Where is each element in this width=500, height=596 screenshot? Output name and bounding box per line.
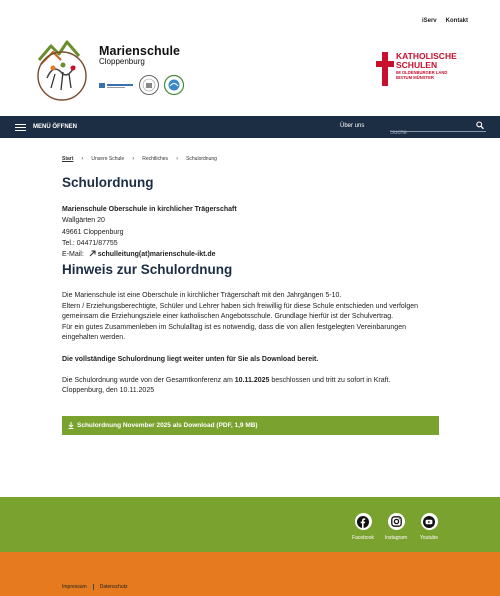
intro-line: Eltern / Erziehungsberechtigte, Schüler und Lehrer haben sich freiwillig für diese Schule entschieden und verfolgen [62,302,419,310]
kath-line-3: IM OLDENBURGER LAND [396,70,448,75]
cross-icon [376,52,394,88]
menu-open-button[interactable] [15,116,77,138]
social-footer [0,497,500,552]
page-title: Schulordnung [62,175,154,190]
school-full-name: Marienschule Oberschule in kirchlicher Trägerschaft [62,206,237,213]
social-label: Instagram [384,535,408,541]
kontakt-link[interactable]: Kontakt [445,18,468,24]
chevron-right-icon: › [132,156,135,162]
social-label: Facebook [352,535,374,541]
school-emblem-icon [31,38,93,104]
download-notice: Die vollständige Schulordnung liegt weiter unten für Sie als Download bereit. [62,355,319,363]
youtube-icon [423,516,435,528]
breadcrumb-item-rechtliches[interactable]: Rechtliches [142,156,169,162]
facebook-icon [357,516,369,528]
seal-logo-icon [138,74,160,96]
download-icon [68,422,74,429]
adoption-date: 10.11.2025 [234,376,270,384]
school-name: Marienschule [99,44,181,58]
search-input[interactable] [390,128,470,138]
chevron-right-icon: › [176,156,179,162]
partner-logos [99,74,185,96]
kath-line-2: SCHULEN [396,60,438,70]
adoption-paragraph [62,376,442,397]
address-street: Wallgärten 20 [62,217,105,225]
email-label: E-Mail: [62,251,84,259]
social-label: Youtube [419,535,439,541]
intro-line: eingehalten werden. [62,334,126,342]
kath-schulen-logo[interactable] [376,52,466,92]
address-block [62,204,442,260]
partner-logo-icon [99,80,135,90]
kath-title [396,52,457,70]
school-city: Cloppenburg [99,57,145,66]
intro-line: gemeinsam die Erziehungsziele einer katholischen Angebotsschule. Grundlage hierfür ist der Schulvertrag. [62,313,394,321]
search-box [390,121,486,132]
breadcrumb-item-unsere-schule[interactable]: Unsere Schule [91,156,125,162]
main-navbar [0,116,500,138]
kath-line-1: KATHOLISCHE [396,51,457,61]
intro-line: Für ein gutes Zusammenleben im Schulalltag ist es notwendig, dass die von allen festgelegten Vereinbarungen [62,323,406,331]
datenschutz-link[interactable]: Datenschutz [99,584,128,590]
hamburger-icon [15,124,26,131]
download-label: Schulordnung November 2025 als Download (PDF, 1,9 MB) [77,422,258,429]
main-content [62,175,442,397]
address-phone: Tel.: 04471/87755 [62,239,118,247]
adoption-text: Die Schulordnung wurde von der Gesamtkonferenz am [62,376,235,384]
address-city: 49661 Cloppenburg [62,228,124,236]
menu-label: MENÜ ÖFFNEN [33,124,77,130]
kath-line-4: BISTUM MÜNSTER [396,75,434,80]
email-link[interactable]: schulleitung(at)marienschule-ikt.de [97,251,216,259]
footer-links [62,584,128,590]
bottom-footer [0,552,500,596]
breadcrumb-item-start[interactable]: Start [62,156,74,162]
impressum-link[interactable]: Impressum [62,584,87,590]
nav-item-about[interactable]: Über uns [340,123,365,129]
kath-subtitle [396,70,447,80]
adoption-place-date: Cloppenburg, den 10.11.2025 [62,387,155,395]
section-title: Hinweis zur Schulordnung [62,262,233,278]
external-link-icon [89,250,96,257]
adoption-text-end: beschlossen und tritt zu sofort in Kraft. [269,376,391,384]
top-links [422,18,468,24]
instagram-icon [391,516,402,527]
address-email-row [62,249,442,260]
search-icon[interactable] [476,121,484,130]
iserv-link[interactable]: iServ [421,18,437,24]
breadcrumb-item-schulordnung: Schulordnung [186,156,217,162]
social-youtube[interactable] [409,513,449,541]
intro-line: Die Marienschule ist eine Oberschule in kirchlicher Trägerschaft mit den Jahrgängen 5-10. [62,292,342,300]
breadcrumb [62,156,217,162]
intro-paragraph [62,291,442,343]
download-pdf-button[interactable] [62,416,439,435]
award-logo-icon [163,74,185,96]
chevron-right-icon: › [81,156,84,162]
school-logo[interactable] [31,38,191,104]
footer-divider [93,584,94,590]
